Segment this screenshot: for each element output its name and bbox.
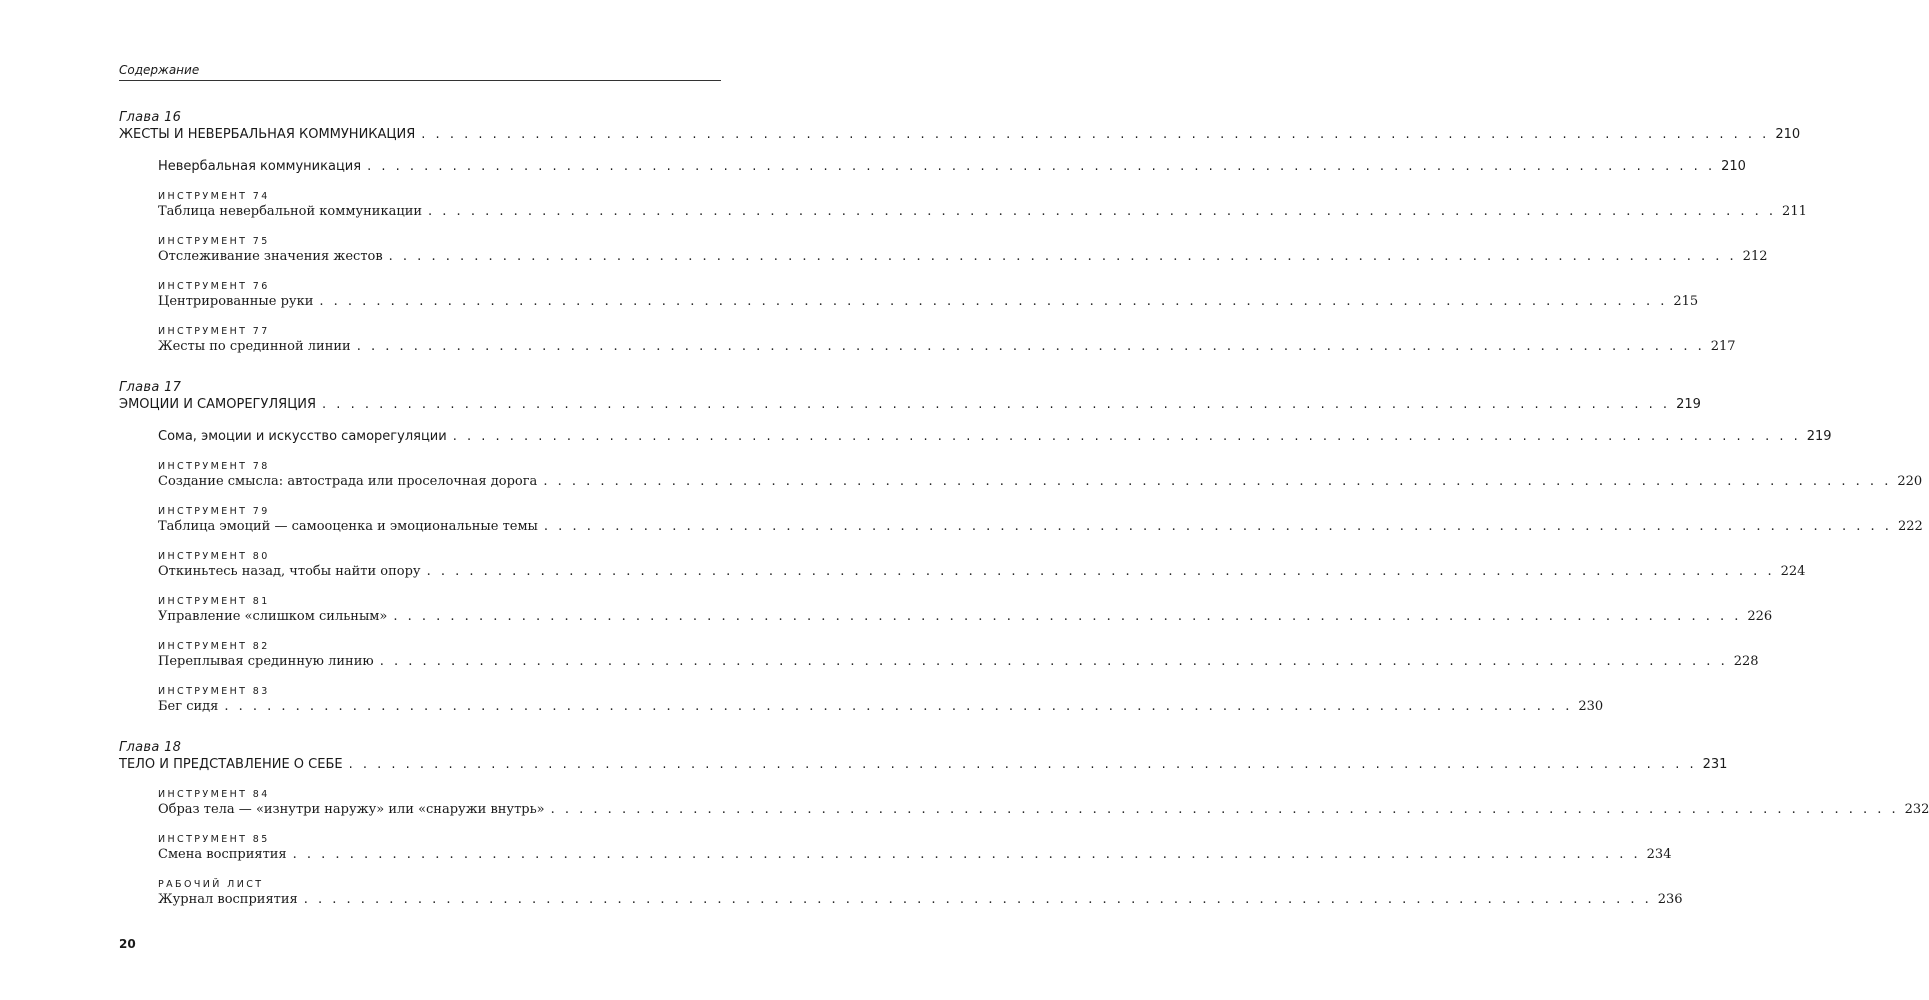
- toc-tool: [158, 325, 1736, 356]
- chapter-title-row[interactable]: [119, 396, 1701, 414]
- dot-leader: . . . . . . . . . . . . . . . . . . . . . . . . . . . . . . . . . . . . . . . . . . . . . . . . . . . . . . . . . . . . . . . . . . . . . . . . . . . . . . . . . . . . . . . . . . . . . . .: [543, 519, 1892, 534]
- page-ref: 217: [1710, 339, 1736, 354]
- tool-label: ИНСТРУМЕНТ 77: [158, 326, 270, 337]
- toc-tool: [158, 505, 1923, 536]
- chapter-entries: [158, 428, 1923, 716]
- entry-title: Откиньтесь назад, чтобы найти опору: [158, 564, 421, 579]
- chapter-title: ЖЕСТЫ И НЕВЕРБАЛЬНАЯ КОММУНИКАЦИЯ: [119, 127, 416, 142]
- toc-entry-row[interactable]: [158, 698, 1604, 716]
- entry-title: Бег сидя: [158, 699, 219, 714]
- entry-title: Отслеживание значения жестов: [158, 249, 383, 264]
- tool-label: ИНСТРУМЕНТ 79: [158, 506, 270, 517]
- page-ref: 232: [1904, 802, 1929, 817]
- entry-title: Таблица невербальной коммуникации: [158, 204, 423, 219]
- page-ref: 220: [1897, 474, 1923, 489]
- dot-leader: . . . . . . . . . . . . . . . . . . . . . . . . . . . . . . . . . . . . . . . . . . . . . . . . . . . . . . . . . . . . . . . . . . . . . . . . . . . . . . . . . . . . . . . . . . . . . . .: [388, 249, 1737, 264]
- toc-entry-row[interactable]: [158, 891, 1683, 909]
- chapter-entries: [158, 158, 1807, 356]
- dot-leader: . . . . . . . . . . . . . . . . . . . . . . . . . . . . . . . . . . . . . . . . . . . . . . . . . . . . . . . . . . . . . . . . . . . . . . . . . . . . . . . . . . . . . . . . . . . . . . .: [452, 429, 1801, 444]
- running-head: Содержание: [119, 62, 721, 81]
- chapter-label: Глава 16: [119, 110, 182, 125]
- toc-entry-row[interactable]: [158, 248, 1768, 266]
- tool-label: ИНСТРУМЕНТ 84: [158, 789, 270, 800]
- chapter-title: ТЕЛО И ПРЕДСТАВЛЕНИЕ О СЕБЕ: [119, 757, 343, 772]
- toc-entry-row[interactable]: [158, 158, 1746, 176]
- toc-entry-row[interactable]: [158, 473, 1923, 491]
- toc-entry-row[interactable]: [158, 338, 1736, 356]
- tool-label: ИНСТРУМЕНТ 76: [158, 281, 270, 292]
- page-ref: 226: [1747, 609, 1773, 624]
- toc-entry-row[interactable]: [158, 801, 1929, 819]
- entry-title: Управление «слишком сильным»: [158, 609, 388, 624]
- chapter-label: Глава 18: [119, 740, 182, 755]
- dot-leader: . . . . . . . . . . . . . . . . . . . . . . . . . . . . . . . . . . . . . . . . . . . . . . . . . . . . . . . . . . . . . . . . . . . . . . . . . . . . . . . . . . . . . . . . . . . . . . .: [379, 654, 1728, 669]
- dot-leader: . . . . . . . . . . . . . . . . . . . . . . . . . . . . . . . . . . . . . . . . . . . . . . . . . . . . . . . . . . . . . . . . . . . . . . . . . . . . . . . . . . . . . . . . . . . . . . .: [550, 802, 1899, 817]
- tool-label: ИНСТРУМЕНТ 78: [158, 461, 270, 472]
- dot-leader: . . . . . . . . . . . . . . . . . . . . . . . . . . . . . . . . . . . . . . . . . . . . . . . . . . . . . . . . . . . . . . . . . . . . . . . . . . . . . . . . . . . . . . . . . . . . . . .: [356, 339, 1705, 354]
- dot-leader: . . . . . . . . . . . . . . . . . . . . . . . . . . . . . . . . . . . . . . . . . . . . . . . . . . . . . . . . . . . . . . . . . . . . . . . . . . . . . . . . . . . . . . . . . . . . . . .: [426, 564, 1775, 579]
- toc-section: [158, 428, 1832, 446]
- page-ref: 224: [1780, 564, 1806, 579]
- toc-entry-row[interactable]: [158, 428, 1832, 446]
- entry-title: Невербальная коммуникация: [158, 159, 362, 174]
- chapter-title: ЭМОЦИИ И САМОРЕГУЛЯЦИЯ: [119, 397, 317, 412]
- entry-title: Образ тела — «изнутри наружу» или «снаружи внутрь»: [158, 802, 545, 817]
- toc-tool: [158, 550, 1806, 581]
- entry-title: Жесты по срединной линии: [158, 339, 351, 354]
- page-ref: 231: [1702, 757, 1728, 772]
- entry-title: Центрированные руки: [158, 294, 314, 309]
- entry-title: Сома, эмоции и искусство саморегуляции: [158, 429, 447, 444]
- entry-title: Смена восприятия: [158, 847, 287, 862]
- tool-label: РАБОЧИЙ ЛИСТ: [158, 879, 264, 890]
- dot-leader: . . . . . . . . . . . . . . . . . . . . . . . . . . . . . . . . . . . . . . . . . . . . . . . . . . . . . . . . . . . . . . . . . . . . . . . . . . . . . . . . . . . . . . . . . . . . . . .: [224, 699, 1573, 714]
- toc-tool: [158, 190, 1807, 221]
- page-ref: 215: [1673, 294, 1699, 309]
- chapter-title-row[interactable]: [119, 126, 1801, 144]
- page-ref: 236: [1657, 892, 1683, 907]
- entry-title: Журнал восприятия: [158, 892, 298, 907]
- tool-label: ИНСТРУМЕНТ 85: [158, 834, 270, 845]
- toc-tool: [158, 640, 1759, 671]
- toc-tool: [158, 685, 1604, 716]
- chapter-label: Глава 17: [119, 380, 182, 395]
- page-ref: 211: [1782, 204, 1807, 219]
- dot-leader: . . . . . . . . . . . . . . . . . . . . . . . . . . . . . . . . . . . . . . . . . . . . . . . . . . . . . . . . . . . . . . . . . . . . . . . . . . . . . . . . . . . . . . . . . . . . . . .: [348, 757, 1697, 772]
- chapter-title-row[interactable]: [119, 756, 1728, 774]
- page-ref: 228: [1733, 654, 1759, 669]
- toc-entry-row[interactable]: [158, 608, 1773, 626]
- tool-label: ИНСТРУМЕНТ 80: [158, 551, 270, 562]
- dot-leader: . . . . . . . . . . . . . . . . . . . . . . . . . . . . . . . . . . . . . . . . . . . . . . . . . . . . . . . . . . . . . . . . . . . . . . . . . . . . . . . . . . . . . . . . . . . . . . .: [367, 159, 1716, 174]
- page-ref: 222: [1897, 519, 1923, 534]
- tool-label: ИНСТРУМЕНТ 74: [158, 191, 270, 202]
- page-ref: 210: [1721, 159, 1746, 174]
- page-ref: 210: [1775, 127, 1801, 142]
- chapter-18: [119, 740, 1929, 909]
- toc-entry-row[interactable]: [158, 563, 1806, 581]
- dot-leader: . . . . . . . . . . . . . . . . . . . . . . . . . . . . . . . . . . . . . . . . . . . . . . . . . . . . . . . . . . . . . . . . . . . . . . . . . . . . . . . . . . . . . . . . . . . . . . .: [543, 474, 1892, 489]
- toc-tool: [158, 595, 1773, 626]
- dot-leader: . . . . . . . . . . . . . . . . . . . . . . . . . . . . . . . . . . . . . . . . . . . . . . . . . . . . . . . . . . . . . . . . . . . . . . . . . . . . . . . . . . . . . . . . . . . . . . .: [292, 847, 1641, 862]
- toc-tool: [158, 788, 1929, 819]
- toc-tool: [158, 280, 1699, 311]
- toc-section: [158, 158, 1746, 176]
- dot-leader: . . . . . . . . . . . . . . . . . . . . . . . . . . . . . . . . . . . . . . . . . . . . . . . . . . . . . . . . . . . . . . . . . . . . . . . . . . . . . . . . . . . . . . . . . . . . . . .: [428, 204, 1777, 219]
- page-ref: 234: [1646, 847, 1672, 862]
- toc-tool: [158, 833, 1672, 864]
- entry-title: Создание смысла: автострада или проселочная дорога: [158, 474, 538, 489]
- dot-leader: . . . . . . . . . . . . . . . . . . . . . . . . . . . . . . . . . . . . . . . . . . . . . . . . . . . . . . . . . . . . . . . . . . . . . . . . . . . . . . . . . . . . . . . . . . . . . . .: [421, 127, 1770, 142]
- dot-leader: . . . . . . . . . . . . . . . . . . . . . . . . . . . . . . . . . . . . . . . . . . . . . . . . . . . . . . . . . . . . . . . . . . . . . . . . . . . . . . . . . . . . . . . . . . . . . . .: [393, 609, 1742, 624]
- page-number: 20: [119, 937, 136, 951]
- chapter-17: [119, 380, 1923, 716]
- chapter-16: [119, 110, 1807, 356]
- entry-title: Таблица эмоций — самооценка и эмоциональные темы: [158, 519, 538, 534]
- page-ref: 219: [1806, 429, 1832, 444]
- dot-leader: . . . . . . . . . . . . . . . . . . . . . . . . . . . . . . . . . . . . . . . . . . . . . . . . . . . . . . . . . . . . . . . . . . . . . . . . . . . . . . . . . . . . . . . . . . . . . . .: [322, 397, 1671, 412]
- toc-entry-row[interactable]: [158, 653, 1759, 671]
- page-ref: 230: [1578, 699, 1604, 714]
- tool-label: ИНСТРУМЕНТ 83: [158, 686, 270, 697]
- entry-title: Переплывая срединную линию: [158, 654, 374, 669]
- chapter-entries: [158, 788, 1929, 909]
- toc-entry-row[interactable]: [158, 846, 1672, 864]
- toc-entry-row[interactable]: [158, 518, 1923, 536]
- toc-tool: [158, 460, 1923, 491]
- toc-entry-row[interactable]: [158, 203, 1807, 221]
- page-ref: 212: [1742, 249, 1768, 264]
- dot-leader: . . . . . . . . . . . . . . . . . . . . . . . . . . . . . . . . . . . . . . . . . . . . . . . . . . . . . . . . . . . . . . . . . . . . . . . . . . . . . . . . . . . . . . . . . . . . . . .: [319, 294, 1668, 309]
- tool-label: ИНСТРУМЕНТ 82: [158, 641, 270, 652]
- tool-label: ИНСТРУМЕНТ 81: [158, 596, 270, 607]
- tool-label: ИНСТРУМЕНТ 75: [158, 236, 270, 247]
- toc-entry-row[interactable]: [158, 293, 1699, 311]
- dot-leader: . . . . . . . . . . . . . . . . . . . . . . . . . . . . . . . . . . . . . . . . . . . . . . . . . . . . . . . . . . . . . . . . . . . . . . . . . . . . . . . . . . . . . . . . . . . . . . .: [303, 892, 1652, 907]
- toc-tool: [158, 878, 1683, 909]
- toc-tool: [158, 235, 1768, 266]
- page-ref: 219: [1676, 397, 1701, 412]
